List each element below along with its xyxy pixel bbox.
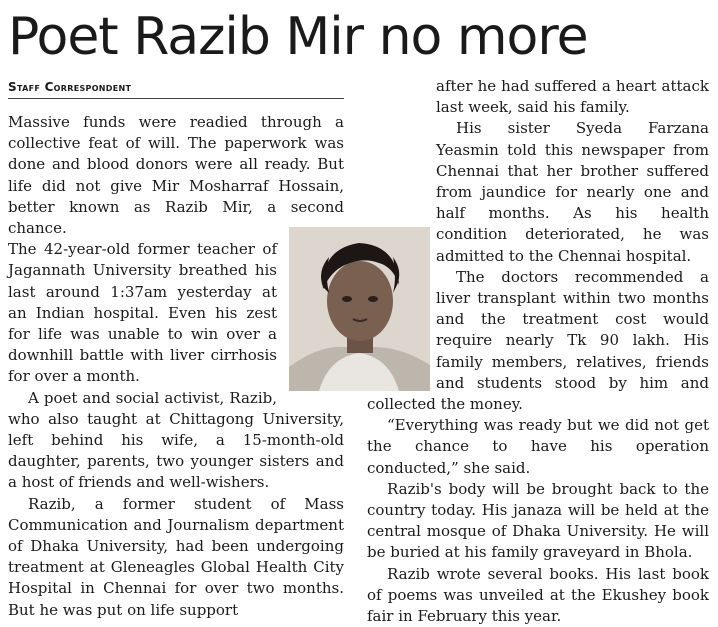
paragraph: Razib, a former student of Mass Communication and Journalism department of Dhaka University, had been undergoing treatment at Gleneagles Global Health City Hospital in Chennai for over two months. But he was put on life support — [8, 494, 344, 619]
paragraph: The doctors recommended a liver transplant within two months and the treatment cost would require nearly Tk 90 lakh. His family members, relatives, friends and students stood by him and collected the money. — [367, 267, 709, 414]
paragraph: His sister Syeda Farzana Yeasmin told this newspaper from Chennai that her brother suffered from jaundice for nearly one and half months. As his health condition deteriorated, he was admitted to the Chennai hospital. — [436, 119, 709, 265]
paragraph: “Everything was ready but we did not get the chance to have his operation conducted,” she said. — [367, 416, 709, 477]
paragraph: Razib wrote several books. His last book of poems was unveiled at the Ekushey book fair in February this year. — [367, 564, 709, 626]
paragraph: Razib's body will be brought back to the country today. His janaza will be held at the central mosque of Dhaka University. He will be buried at his family graveyard in Bhola. — [367, 479, 709, 562]
photo-wrap-space — [283, 239, 344, 403]
byline — [8, 80, 344, 99]
photo-wrap-space — [367, 227, 436, 391]
headline: Poet Razib Mir no more — [8, 7, 588, 67]
paragraph: The 42-year-old former teacher of Jagannath University breathed his last around 1:37am yesterday at an Indian hospital. Even his zest for life was unable to win over a downhill battle with liver cirrhosis for over a month. — [8, 240, 277, 386]
paragraph: A poet and social activist, Razib, who also taught at Chittagong University, left behind his wife, a 15-month-old daughter, parents, two younger sisters and a host of friends and well-wishers. — [8, 388, 344, 492]
paragraph: after he had suffered a heart attack last week, said his family. — [436, 77, 709, 117]
byline-text: Staff Correspondent — [8, 80, 132, 94]
article-column-left — [8, 112, 344, 621]
paragraph: Massive funds were readied through a collective feat of will. The paperwork was done and blood donors were all ready. But life did not give Mir Mosharraf Hossain, better known as Razib Mir, a second chance. — [8, 113, 344, 238]
article-column-right — [367, 76, 709, 627]
